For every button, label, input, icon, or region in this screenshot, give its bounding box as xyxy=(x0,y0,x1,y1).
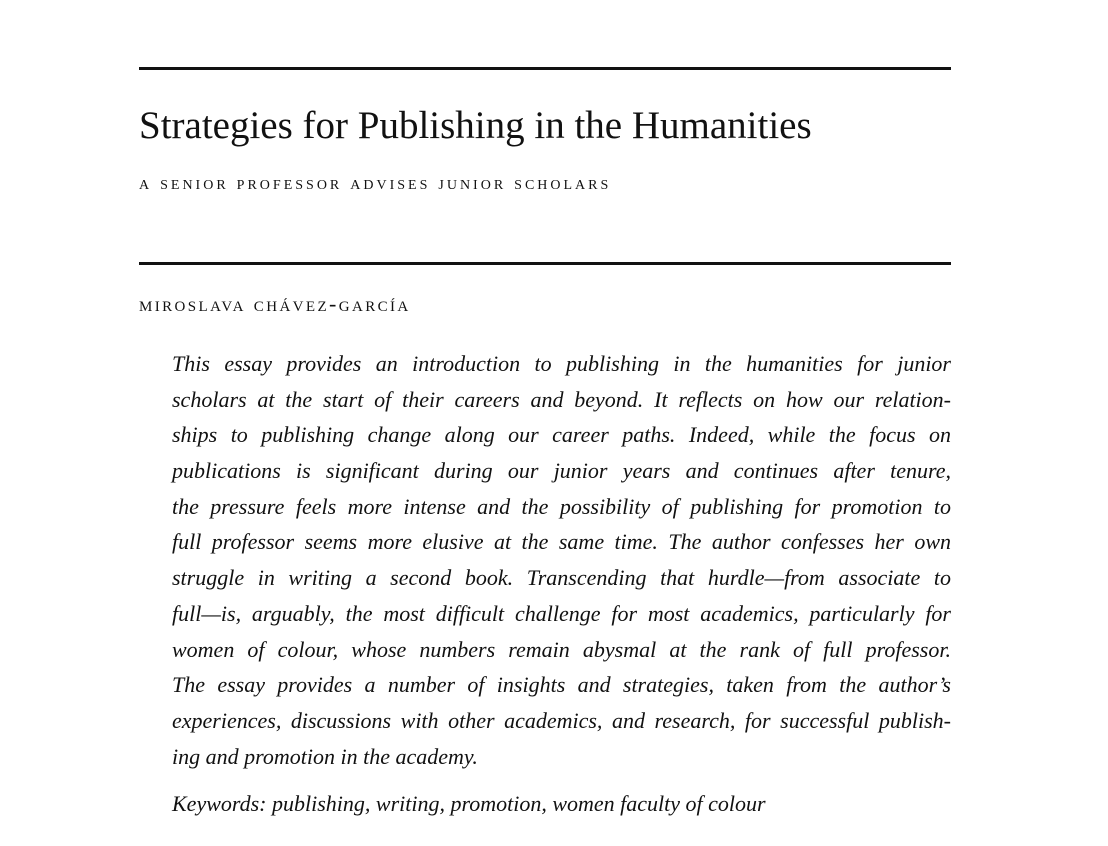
abstract-line: experiences, discussions with other academics, and research, for successful publish- xyxy=(172,707,951,733)
author-name: miroslava chávez-garcía xyxy=(139,291,411,316)
abstract-line: women of colour, whose numbers remain abysmal at the rank of full professor. xyxy=(172,636,951,662)
abstract-line: This essay provides an introduction to publishing in the humanities for junior xyxy=(172,351,951,376)
abstract xyxy=(172,346,951,774)
abstract-line: scholars at the start of their careers and beyond. It reflects on how our relation- xyxy=(172,386,951,412)
abstract-line: full—is, arguably, the most difficult challenge for most academics, particularly for xyxy=(172,600,951,626)
article-subtitle: a senior professor advises junior scholars xyxy=(139,172,612,194)
abstract-line: struggle in writing a second book. Transcending that hurdle—from associate to xyxy=(172,565,951,591)
abstract-line: full professor seems more elusive at the same time. The author confesses her own xyxy=(172,529,951,555)
section-rule xyxy=(139,262,951,265)
top-rule xyxy=(139,67,951,70)
abstract-line: ships to publishing change along our career paths. Indeed, while the focus on xyxy=(172,422,951,448)
article-title: Strategies for Publishing in the Humanities xyxy=(139,104,812,147)
abstract-line: the pressure feels more intense and the possibility of publishing for promotion to xyxy=(172,493,951,519)
abstract-line: ing and promotion in the academy. xyxy=(172,743,478,769)
abstract-line: publications is significant during our junior years and continues after tenure, xyxy=(172,458,951,484)
abstract-line: The essay provides a number of insights and strategies, taken from the author’s xyxy=(172,672,951,698)
keywords: Keywords: publishing, writing, promotion, women faculty of colour xyxy=(172,791,766,816)
